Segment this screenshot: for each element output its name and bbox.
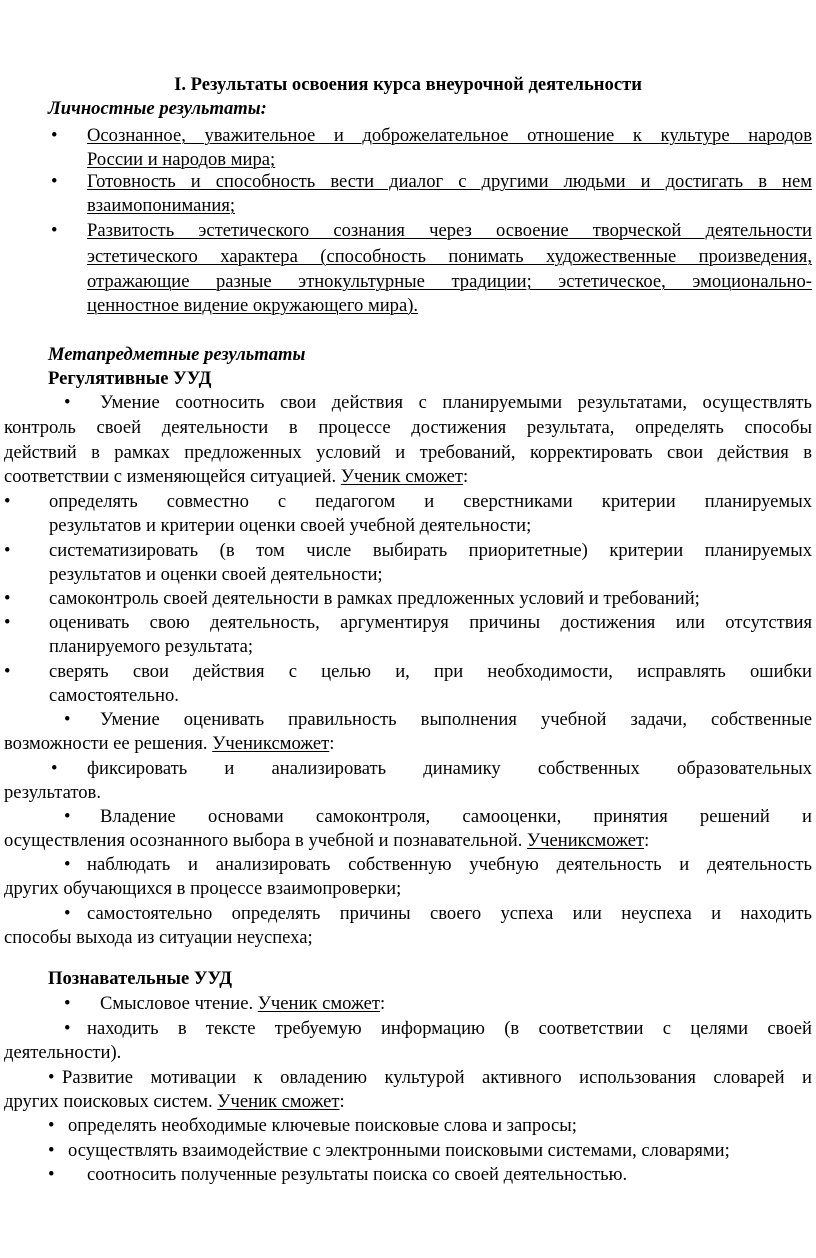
- paragraph-text: осуществления осознанного выбора в учебной и познавательной.: [4, 830, 523, 851]
- bullet-icon: •: [4, 588, 11, 609]
- list-item-line: Развитость эстетического сознания через освоение творческой деятельности: [87, 220, 812, 241]
- bullet-icon: •: [48, 1115, 55, 1136]
- student-will-label: Ученик сможет: [257, 993, 380, 1014]
- paragraph-line: действий в рамках предложенных условий и требований, корректировать свои действия в: [4, 442, 812, 463]
- meta-heading: Метапредметные результаты: [48, 344, 306, 365]
- bullet-icon: •: [64, 854, 71, 875]
- colon: :: [329, 733, 335, 754]
- list-item-line: оценивать свою деятельность, аргументируя причины достижения или отсутствия: [49, 612, 812, 633]
- colon: :: [339, 1091, 345, 1112]
- paragraph-line: результатов.: [4, 782, 101, 803]
- bullet-icon: •: [48, 1140, 55, 1161]
- student-will-label: Учениксможет: [212, 733, 330, 754]
- paragraph-line: находить в тексте требуемую информацию (в соответствии с целями своей: [87, 1018, 812, 1039]
- bullet-icon: •: [51, 220, 58, 241]
- cognitive-heading: Познавательные УУД: [48, 968, 233, 989]
- paragraph-line: Владение основами самоконтроля, самооценки, принятия решений и: [100, 806, 812, 827]
- list-item-line: наблюдать и анализировать собственную учебную деятельность и деятельность: [87, 854, 812, 875]
- list-item-line: результатов и критерии оценки своей учебной деятельности;: [49, 515, 532, 536]
- list-item-line: способы выхода из ситуации неуспеха;: [4, 927, 313, 948]
- list-item-line: Готовность и способность вести диалог с другими людьми и достигать в нем: [87, 171, 812, 192]
- paragraph-line: [4, 829, 649, 853]
- bullet-icon: •: [64, 806, 71, 827]
- list-item-line: эстетического характера (способность понимать художественные произведения,: [87, 246, 812, 267]
- paragraph-line: деятельности).: [4, 1042, 122, 1063]
- bullet-icon: •: [48, 1067, 55, 1088]
- colon: :: [463, 466, 469, 487]
- bullet-icon: •: [64, 1018, 71, 1039]
- paragraph-line: [4, 465, 468, 489]
- paragraph-line: фиксировать и анализировать динамику собственных образовательных: [87, 758, 812, 779]
- colon: :: [379, 993, 386, 1014]
- bullet-icon: •: [64, 903, 71, 924]
- paragraph-line: контроль своей деятельности в процессе достижения результата, определять способы: [4, 417, 812, 438]
- list-item-line: отражающие разные этнокультурные традиции; эстетическое, эмоционально-: [87, 271, 812, 292]
- list-item-line: планируемого результата;: [49, 636, 254, 657]
- paragraph-line: [4, 1090, 345, 1114]
- bullet-icon: •: [64, 392, 71, 413]
- list-item-line: самостоятельно определять причины своего успеха или неуспеха и находить: [87, 903, 812, 924]
- list-item-line: осуществлять взаимодействие с электронными поисковыми системами, словарями;: [68, 1140, 730, 1161]
- bullet-icon: •: [4, 612, 11, 633]
- list-item-line: самоконтроль своей деятельности в рамках предложенных условий и требований;: [49, 588, 700, 609]
- list-item-line: Осознанное, уважительное и доброжелательное отношение к культуре народов: [87, 125, 812, 146]
- list-item-line: ценностное видение окружающего мира).: [87, 295, 419, 316]
- bullet-icon: •: [51, 125, 58, 146]
- list-item-line: систематизировать (в том числе выбирать приоритетные) критерии планируемых: [49, 540, 812, 561]
- list-item-line: определять необходимые ключевые поисковые слова и запросы;: [68, 1115, 577, 1136]
- paragraph-text: Смысловое чтение.: [100, 993, 254, 1014]
- paragraph-line: Развитие мотивации к овладению культурой активного использования словарей и: [62, 1067, 812, 1088]
- bullet-icon: •: [4, 540, 11, 561]
- student-will-label: Учениксможет: [527, 830, 645, 851]
- paragraph-text: других поисковых систем.: [4, 1091, 213, 1112]
- regulatory-heading: Регулятивные УУД: [48, 368, 212, 389]
- paragraph-text: возможности ее решения.: [4, 733, 208, 754]
- bullet-icon: •: [64, 993, 71, 1014]
- bullet-icon: •: [4, 491, 11, 512]
- bullet-icon: •: [4, 661, 11, 682]
- bullet-icon: •: [51, 171, 58, 192]
- personal-heading: Личностные результаты:: [48, 98, 267, 119]
- list-item-line: сверять свои действия с целью и, при необходимости, исправлять ошибки: [49, 661, 812, 682]
- list-item-line: самостоятельно.: [49, 685, 179, 706]
- bullet-icon: •: [64, 709, 71, 730]
- student-will-label: Ученик сможет: [217, 1091, 340, 1112]
- list-item-line: соотносить полученные результаты поиска со своей деятельностью.: [87, 1164, 628, 1185]
- list-item-line: взаимопонимания;: [87, 195, 236, 216]
- colon: :: [644, 830, 650, 851]
- list-item-line: России и народов мира;: [87, 149, 276, 170]
- paragraph-line: [4, 732, 334, 756]
- paragraph-line: [100, 992, 385, 1016]
- paragraph-text: соответствии с изменяющейся ситуацией.: [4, 466, 337, 487]
- paragraph-line: Умение соотносить свои действия с планируемыми результатами, осуществлять: [100, 392, 812, 413]
- document-title: I. Результаты освоения курса внеурочной деятельности: [174, 74, 642, 95]
- student-will-label: Ученик сможет: [340, 466, 464, 487]
- paragraph-line: Умение оценивать правильность выполнения учебной задачи, собственные: [100, 709, 812, 730]
- bullet-icon: •: [48, 1164, 55, 1185]
- list-item-line: результатов и оценки своей деятельности;: [49, 564, 383, 585]
- bullet-icon: •: [51, 758, 58, 779]
- list-item-line: других обучающихся в процессе взаимопроверки;: [4, 878, 402, 899]
- list-item-line: определять совместно с педагогом и сверстниками критерии планируемых: [49, 491, 812, 512]
